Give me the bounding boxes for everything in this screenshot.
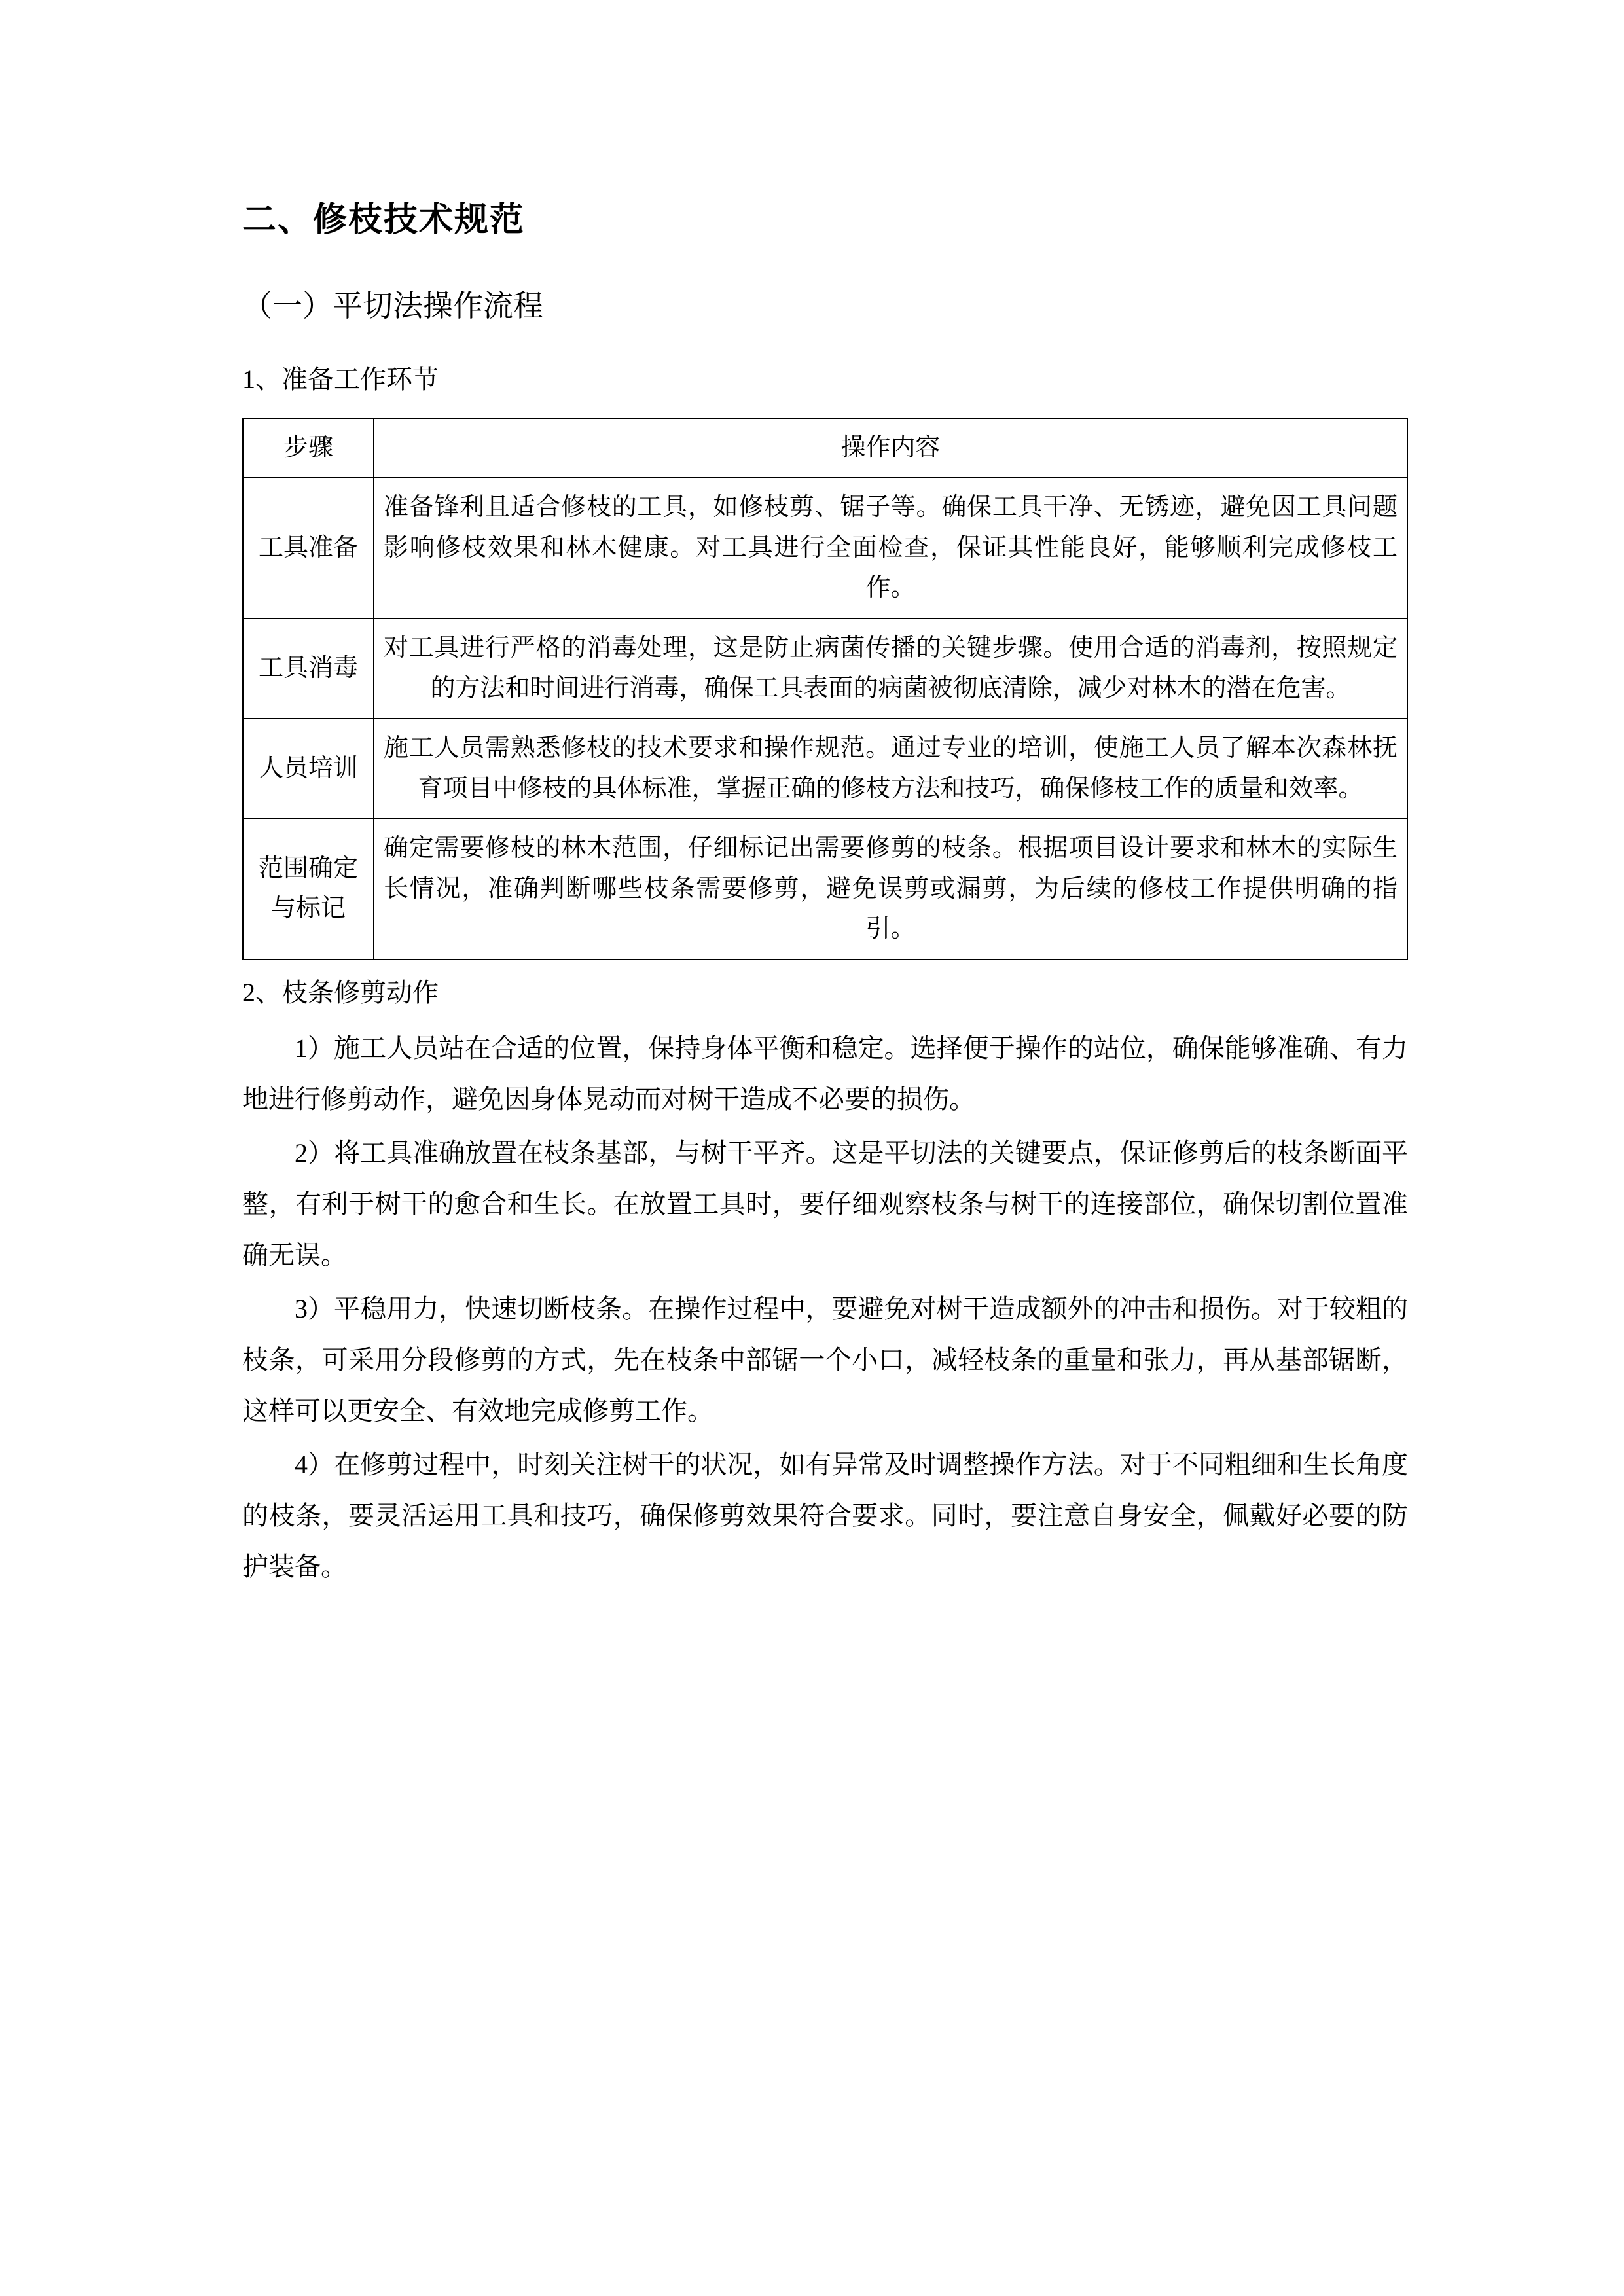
paragraph-2: 2）将工具准确放置在枝条基部，与树干平齐。这是平切法的关键要点，保证修剪后的枝条断面平整，有利于树干的愈合和生长。在放置工具时，要仔细观察枝条与树干的连接部位，确保切割位置准确无误。 xyxy=(242,1138,1408,1270)
subsection-heading-2: 2、枝条修剪动作 xyxy=(242,977,439,1007)
preparation-steps-table xyxy=(242,418,1408,960)
subsection-heading-1: 1、准备工作环节 xyxy=(242,364,439,394)
table-cell-step: 工具准备 xyxy=(243,478,374,619)
table-cell-content: 确定需要修枝的林木范围，仔细标记出需要修剪的枝条。根据项目设计要求和林木的实际生长情况，准确判断哪些枝条需要修剪，避免误剪或漏剪，为后续的修枝工作提供明确的指引。 xyxy=(374,819,1407,960)
paragraph-4: 4）在修剪过程中，时刻关注树干的状况，如有异常及时调整操作方法。对于不同粗细和生长角度的枝条，要灵活运用工具和技巧，确保修剪效果符合要求。同时，要注意自身安全，佩戴好必要的防护装备。 xyxy=(242,1449,1408,1581)
table-row xyxy=(243,478,1407,619)
table-header-row xyxy=(243,418,1407,478)
table-cell-content: 对工具进行严格的消毒处理，这是防止病菌传播的关键步骤。使用合适的消毒剂，按照规定的方法和时间进行消毒，确保工具表面的病菌被彻底清除，减少对林木的潜在危害。 xyxy=(374,619,1407,719)
table-cell-step: 范围确定与标记 xyxy=(243,819,374,960)
section-heading: （一）平切法操作流程 xyxy=(242,289,543,323)
paragraph-1: 1）施工人员站在合适的位置，保持身体平衡和稳定。选择便于操作的站位，确保能够准确、有力地进行修剪动作，避免因身体晃动而对树干造成不必要的损伤。 xyxy=(242,1033,1408,1114)
table-cell-step: 人员培训 xyxy=(243,719,374,819)
paragraph-3: 3）平稳用力，快速切断枝条。在操作过程中，要避免对树干造成额外的冲击和损伤。对于较粗的枝条，可采用分段修剪的方式，先在枝条中部锯一个小口，减轻枝条的重量和张力，再从基部锯断，这样可以更安全、有效地完成修剪工作。 xyxy=(242,1293,1408,1426)
table-header-content: 操作内容 xyxy=(374,418,1407,478)
table-cell-step: 工具消毒 xyxy=(243,619,374,719)
table-row xyxy=(243,719,1407,819)
table-row xyxy=(243,819,1407,960)
page-title: 二、修枝技术规范 xyxy=(242,201,526,239)
table-row xyxy=(243,619,1407,719)
table-cell-content: 准备锋利且适合修枝的工具，如修枝剪、锯子等。确保工具干净、无锈迹，避免因工具问题影响修枝效果和林木健康。对工具进行全面检查，保证其性能良好，能够顺利完成修枝工作。 xyxy=(374,478,1407,619)
table-cell-content: 施工人员需熟悉修枝的技术要求和操作规范。通过专业的培训，使施工人员了解本次森林抚育项目中修枝的具体标准，掌握正确的修枝方法和技巧，确保修枝工作的质量和效率。 xyxy=(374,719,1407,819)
table-header-step: 步骤 xyxy=(243,418,374,478)
